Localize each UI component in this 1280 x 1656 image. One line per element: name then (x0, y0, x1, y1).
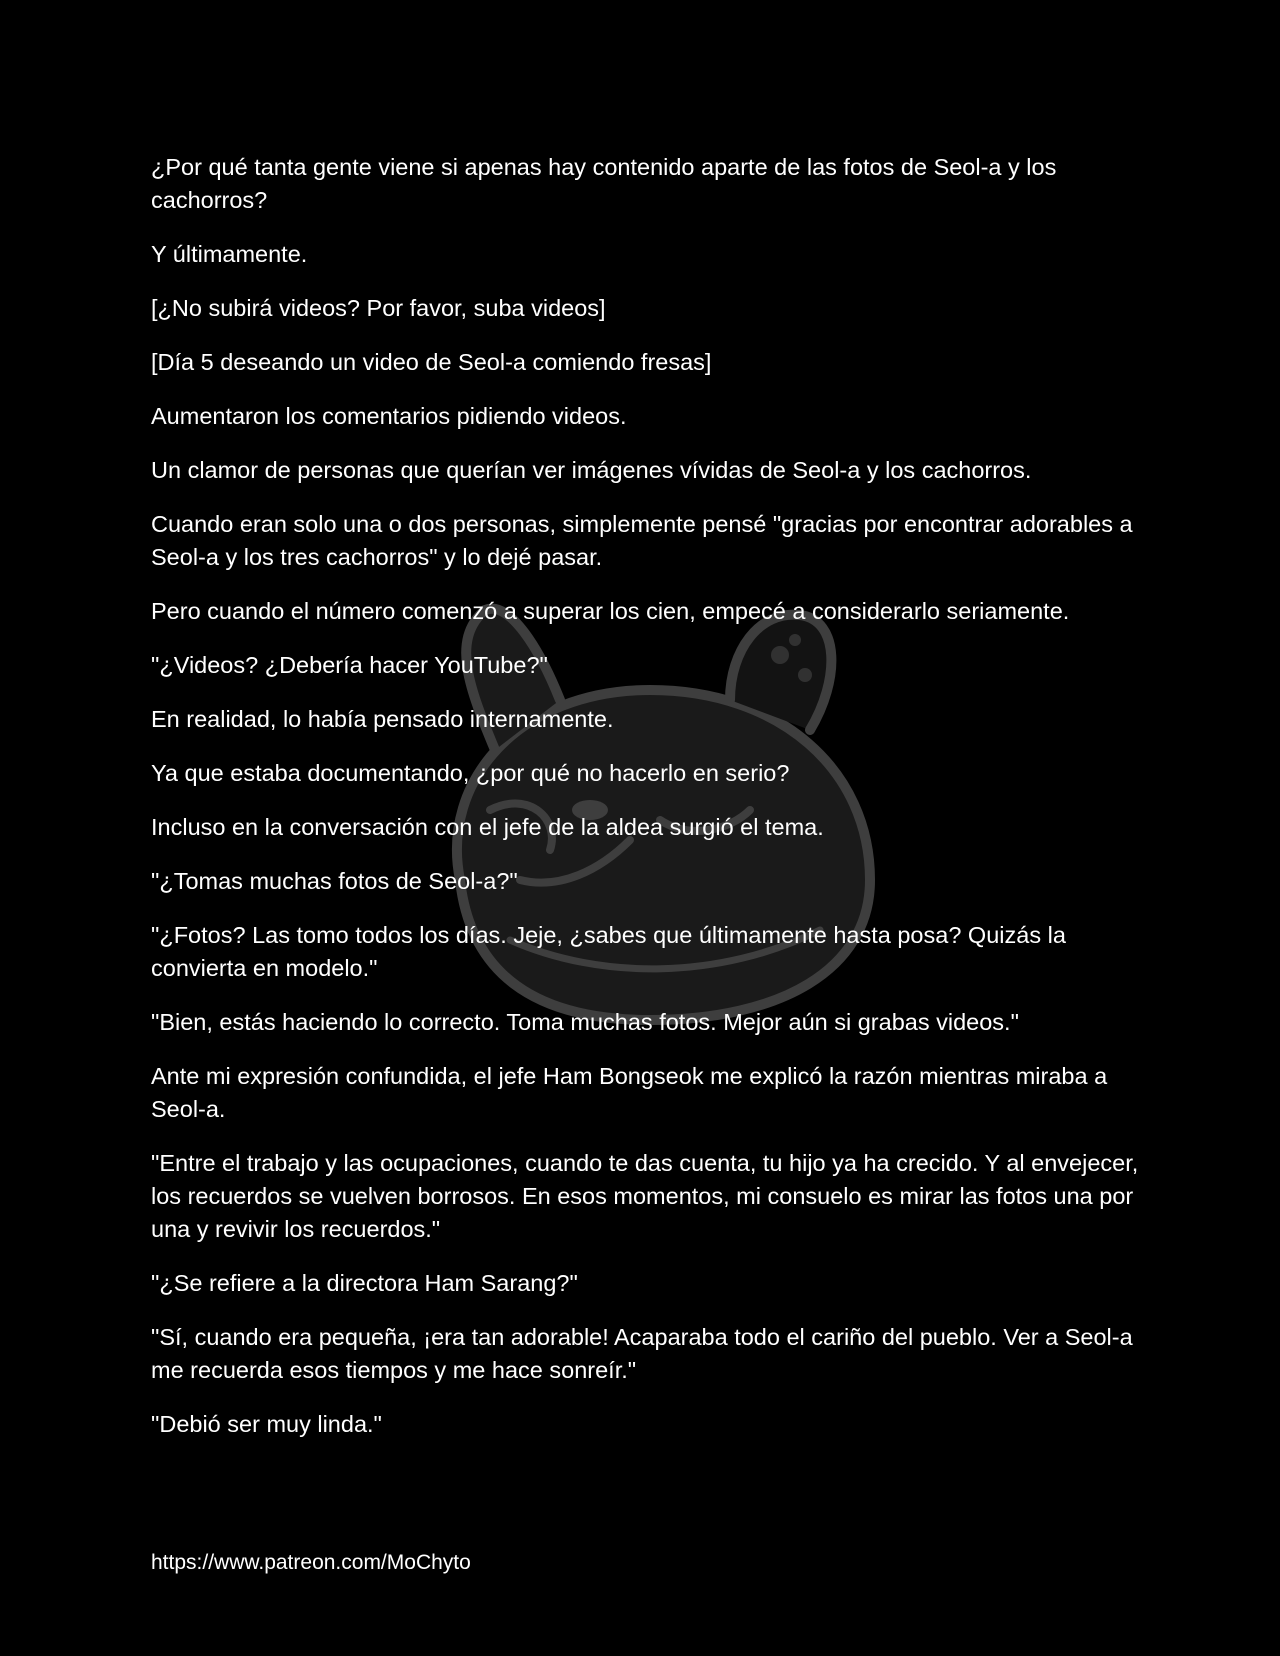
paragraph: "Debió ser muy linda." (151, 1411, 382, 1437)
paragraph: "Entre el trabajo y las ocupaciones, cuando te das cuenta, tu hijo ya ha crecido. Y al envejecer, los recuerdos se vuelven borrosos. En esos momentos, mi consuelo es mirar las fotos una por una y revivir los recuerdos." (151, 1150, 1139, 1242)
paragraph: "¿Tomas muchas fotos de Seol-a?" (151, 868, 518, 894)
paragraph: Pero cuando el número comenzó a superar los cien, empecé a considerarlo seriamente. (151, 598, 1070, 624)
text-body (151, 151, 1141, 1462)
paragraph: En realidad, lo había pensado internamente. (151, 706, 614, 732)
paragraph: Un clamor de personas que querían ver imágenes vívidas de Seol-a y los cachorros. (151, 457, 1032, 483)
paragraph: [Día 5 deseando un video de Seol-a comiendo fresas] (151, 349, 712, 375)
patreon-link[interactable]: https://www.patreon.com/MoChyto (151, 1551, 471, 1574)
paragraph: "Sí, cuando era pequeña, ¡era tan adorable! Acaparaba todo el cariño del pueblo. Ver a Seol-a me recuerda esos tiempos y me hace sonreír." (151, 1324, 1133, 1383)
paragraph: Ante mi expresión confundida, el jefe Ham Bongseok me explicó la razón mientras miraba a Seol-a. (151, 1063, 1108, 1122)
paragraph: ¿Por qué tanta gente viene si apenas hay contenido aparte de las fotos de Seol-a y los cachorros? (151, 154, 1057, 213)
paragraph: [¿No subirá videos? Por favor, suba videos] (151, 295, 606, 321)
paragraph: "¿Videos? ¿Debería hacer YouTube?" (151, 652, 548, 678)
paragraph: "Bien, estás haciendo lo correcto. Toma muchas fotos. Mejor aún si grabas videos." (151, 1009, 1019, 1035)
paragraph: Cuando eran solo una o dos personas, simplemente pensé "gracias por encontrar adorables a Seol-a y los tres cachorros" y lo dejé pasar. (151, 511, 1133, 570)
paragraph: "¿Se refiere a la directora Ham Sarang?" (151, 1270, 578, 1296)
paragraph: Ya que estaba documentando, ¿por qué no hacerlo en serio? (151, 760, 790, 786)
paragraph: Aumentaron los comentarios pidiendo videos. (151, 403, 627, 429)
paragraph: Y últimamente. (151, 241, 308, 267)
paragraph: "¿Fotos? Las tomo todos los días. Jeje, ¿sabes que últimamente hasta posa? Quizás la convierta en modelo." (151, 922, 1066, 981)
paragraph: Incluso en la conversación con el jefe de la aldea surgió el tema. (151, 814, 824, 840)
